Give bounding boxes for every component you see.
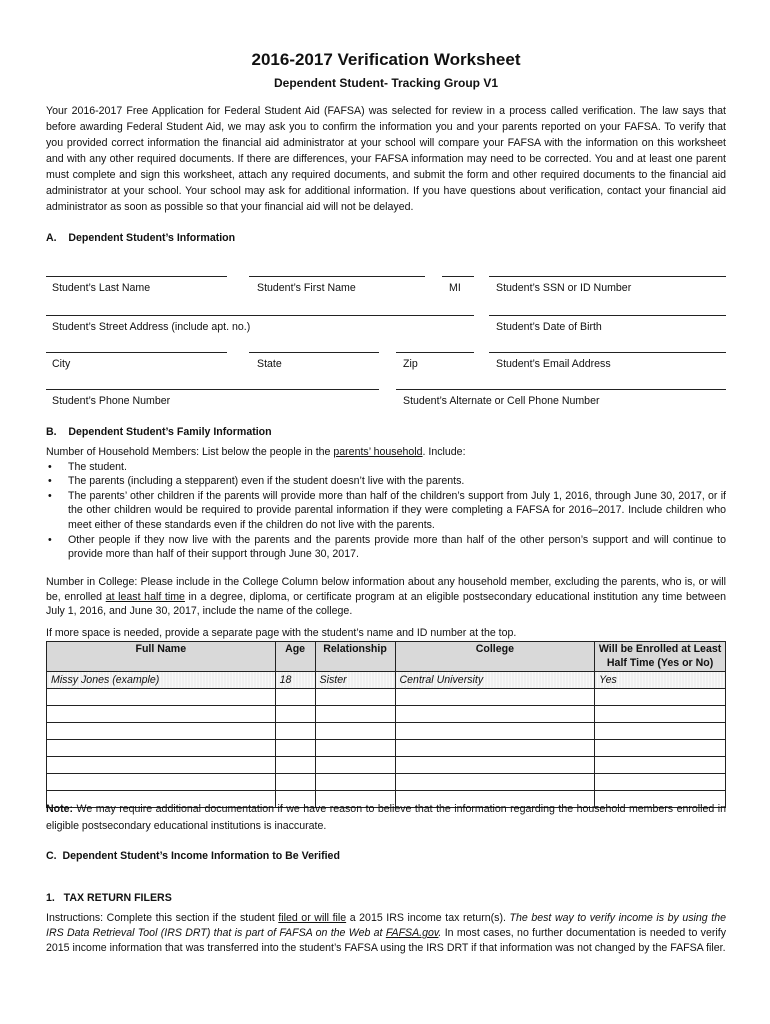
email-label: Student’s Email Address — [496, 358, 611, 370]
full-name-cell[interactable] — [47, 740, 276, 757]
example-full-name: Missy Jones (example) — [47, 672, 276, 689]
col-header-relationship: Relationship — [315, 642, 395, 672]
table-row[interactable] — [47, 706, 726, 723]
irs-drt-end: . — [438, 927, 442, 939]
last-name-label: Student’s Last Name — [52, 282, 151, 294]
note-label: Note: — [46, 803, 74, 815]
first-name-field[interactable] — [249, 276, 425, 277]
age-cell[interactable] — [275, 740, 315, 757]
instructions-start: Instructions: Complete this section if the student — [46, 912, 279, 924]
zip-field[interactable] — [396, 352, 474, 353]
full-name-cell[interactable] — [47, 774, 276, 791]
household-table — [46, 641, 726, 808]
half-time-cell[interactable] — [595, 706, 726, 723]
state-label: State — [257, 358, 282, 370]
half-time-cell[interactable] — [595, 774, 726, 791]
parents-household-term: parents’ household — [333, 446, 423, 458]
section-b-heading: B. Dependent Student’s Family Information — [46, 426, 272, 438]
college-cell[interactable] — [395, 740, 595, 757]
relationship-cell[interactable] — [315, 740, 395, 757]
note-text: We may require additional documentation if we have reason to believe that the information regarding the household members enrolled in eligible postsecondary educational institutions is inaccurate. — [46, 803, 726, 832]
college-text-end: in a degree, diploma, or certificate program at an eligible postsecondary educational institution any time between July 1, 2016, and June 30, 2017, include the name of the college. — [46, 590, 726, 618]
relationship-cell[interactable] — [315, 757, 395, 774]
full-name-cell[interactable] — [47, 757, 276, 774]
mi-field[interactable] — [442, 276, 474, 277]
college-cell[interactable] — [395, 774, 595, 791]
example-half-time: Yes — [595, 672, 726, 689]
fafsa-gov-link[interactable]: FAFSA.gov — [385, 927, 439, 939]
email-field[interactable] — [489, 352, 726, 353]
table-row-example — [47, 672, 726, 689]
date-of-birth-field[interactable] — [489, 315, 726, 316]
phone-field[interactable] — [46, 389, 379, 390]
relationship-cell[interactable] — [315, 689, 395, 706]
more-space-note: If more space is needed, provide a separate page with the student’s name and ID number at the top. — [46, 627, 517, 639]
household-members-block — [46, 445, 726, 562]
table-row[interactable] — [47, 757, 726, 774]
irs-drt-text: The best way to verify income is by using the IRS Data Retrieval Tool (IRS DRT) that is part of FAFSA on the Web at — [46, 912, 726, 939]
instructions-mid: a 2015 IRS income tax return(s). — [346, 912, 510, 924]
relationship-cell[interactable] — [315, 774, 395, 791]
table-row[interactable] — [47, 723, 726, 740]
relationship-cell[interactable] — [315, 706, 395, 723]
college-text-start: Number in College: Please include in the College Column below information about any household member, excluding the parents, who is, or will be, enrolled — [46, 576, 726, 603]
table-row[interactable] — [47, 689, 726, 706]
last-name-field[interactable] — [46, 276, 227, 277]
mi-label: MI — [449, 282, 461, 294]
half-time-cell[interactable] — [595, 757, 726, 774]
instructions-end: In most cases, no further documentation is needed to verify 2015 income information that was transferred into the student’s FAFSA using the IRS DRT if that information was not changed by the FAFSA filer. — [46, 927, 726, 954]
college-cell[interactable] — [395, 689, 595, 706]
note-paragraph — [46, 801, 726, 835]
section-a-heading: A. Dependent Student’s Information — [46, 232, 236, 244]
household-intro-end: . Include: — [422, 446, 466, 458]
list-item: • The parents (including a stepparent) even if the student doesn’t live with the parents. — [46, 474, 726, 489]
list-item: • The student. — [46, 460, 726, 475]
example-age: 18 — [275, 672, 315, 689]
full-name-cell[interactable] — [47, 706, 276, 723]
ssn-label: Student’s SSN or ID Number — [496, 282, 632, 294]
college-cell[interactable] — [395, 723, 595, 740]
filed-or-will-file-term: filed or will file — [278, 912, 347, 924]
household-bullet-list — [46, 460, 726, 562]
page-subtitle: Dependent Student- Tracking Group V1 — [273, 76, 499, 90]
table-row[interactable] — [47, 774, 726, 791]
college-cell[interactable] — [395, 757, 595, 774]
age-cell[interactable] — [275, 774, 315, 791]
alt-phone-field[interactable] — [396, 389, 726, 390]
tax-filers-instructions — [46, 911, 726, 956]
household-members-intro — [46, 445, 726, 460]
street-address-label: Student’s Street Address (include apt. no.) — [52, 321, 251, 333]
age-cell[interactable] — [275, 723, 315, 740]
tax-filers-heading: 1. TAX RETURN FILERS — [46, 892, 172, 904]
half-time-cell[interactable] — [595, 723, 726, 740]
list-item: • Other people if they now live with the parents and the parents provide more than half of the other person’s support and will continue to provide more than half of their support through June 30, 2017. — [46, 533, 726, 562]
city-field[interactable] — [46, 352, 227, 353]
half-time-term: at least half time — [105, 590, 185, 603]
age-cell[interactable] — [275, 689, 315, 706]
full-name-cell[interactable] — [47, 689, 276, 706]
example-relationship: Sister — [315, 672, 395, 689]
section-c-heading: C. Dependent Student’s Income Information to Be Verified — [46, 850, 340, 862]
full-name-cell[interactable] — [47, 723, 276, 740]
first-name-label: Student’s First Name — [257, 282, 356, 294]
phone-label: Student’s Phone Number — [52, 395, 171, 407]
col-header-age: Age — [275, 642, 315, 672]
example-college: Central University — [395, 672, 595, 689]
intro-paragraph: Your 2016-2017 Free Application for Federal Student Aid (FAFSA) was selected for review in a process called verification. The law says that before awarding Federal Student Aid, we may ask you to confirm the information you and your parents reported on your FAFSA. To verify that you provided correct information the financial aid administrator at your school will compare your FAFSA with the information on this worksheet and with any other required documents. If there are differences, your FAFSA information may need to be corrected. You and at least one parent must complete and sign this worksheet, attach any required documents, and submit the form and other required documents to the financial aid administrator at your school. Your school may ask for additional information. If you have questions about verification, contact your financial aid administrator as soon as possible so that your financial aid will not be delayed. — [46, 105, 726, 213]
household-intro-text: Number of Household Members: List below the people in the — [46, 446, 334, 458]
street-address-field[interactable] — [46, 315, 474, 316]
relationship-cell[interactable] — [315, 723, 395, 740]
page-title: 2016-2017 Verification Worksheet — [251, 50, 521, 69]
college-cell[interactable] — [395, 706, 595, 723]
alt-phone-label: Student’s Alternate or Cell Phone Number — [403, 395, 600, 407]
age-cell[interactable] — [275, 757, 315, 774]
age-cell[interactable] — [275, 706, 315, 723]
city-label: City — [52, 358, 71, 370]
date-of-birth-label: Student’s Date of Birth — [496, 321, 602, 333]
col-header-half-time: Will be Enrolled at Least Half Time (Yes or No) — [595, 642, 726, 672]
half-time-cell[interactable] — [595, 689, 726, 706]
table-row[interactable] — [47, 740, 726, 757]
list-item: • The parents’ other children if the parents will provide more than half of the children’s support from July 1, 2016, through June 30, 2017, or if the other children would be required to provide parental information if they were completing a FAFSA for 2016–2017. Include children who meet either of these standards even if the children do not live with the parents. — [46, 489, 726, 533]
state-field[interactable] — [249, 352, 379, 353]
col-header-college: College — [395, 642, 595, 672]
col-header-full-name: Full Name — [47, 642, 276, 672]
zip-label: Zip — [403, 358, 418, 370]
number-in-college-paragraph — [46, 575, 726, 619]
ssn-field[interactable] — [489, 276, 726, 277]
half-time-cell[interactable] — [595, 740, 726, 757]
